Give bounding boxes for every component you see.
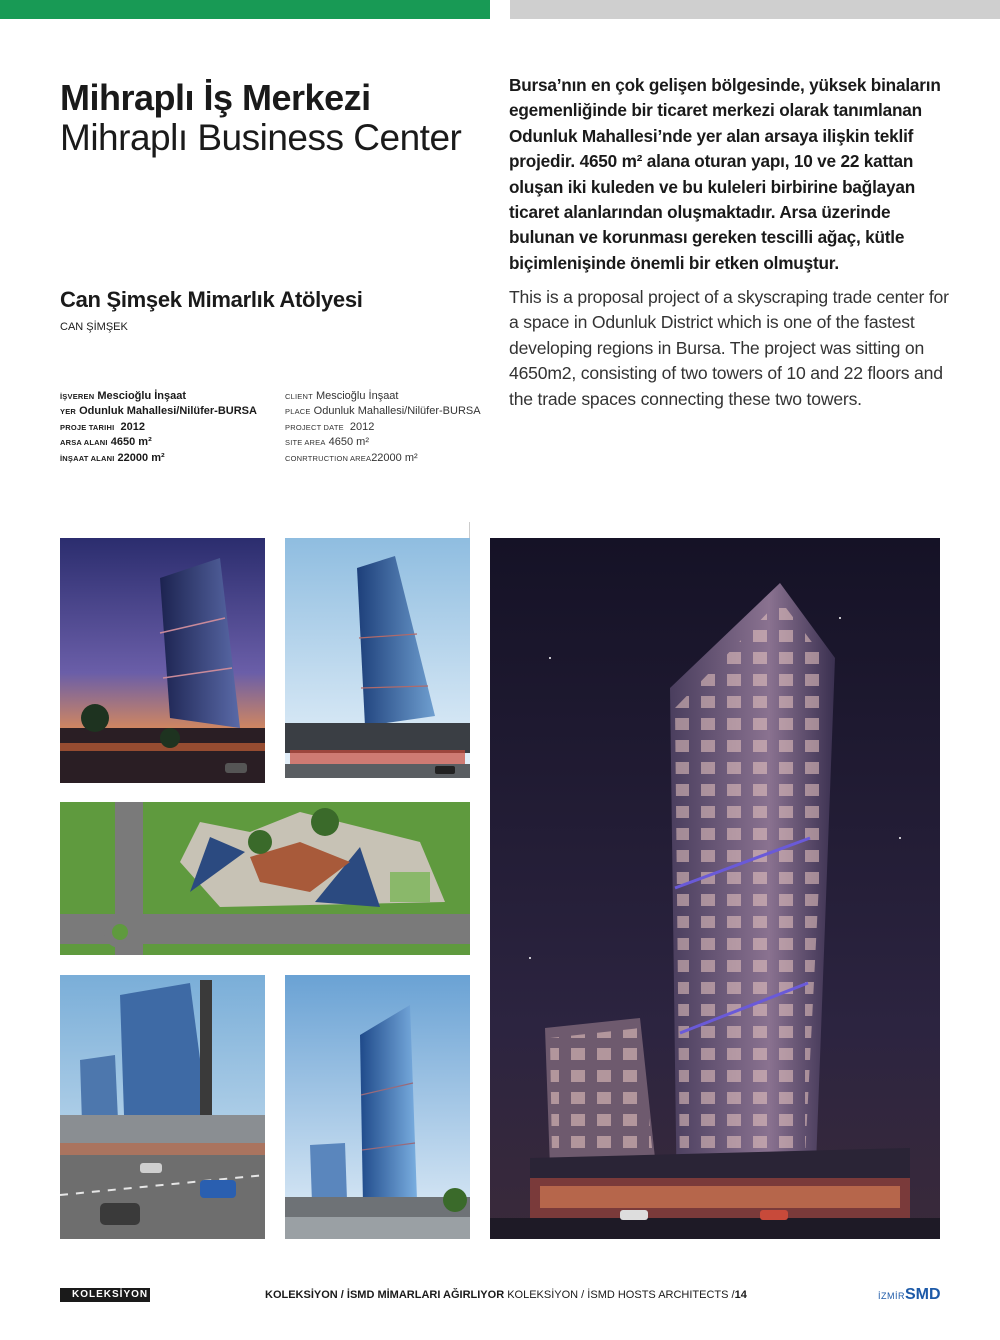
fact-value: 4650 m²	[328, 436, 369, 449]
koleksiyon-logo: KOLEKSİYON	[60, 1288, 150, 1302]
project-title-en: Mihraplı Business Center	[60, 117, 462, 158]
footer-caption-regular: KOLEKSİYON / İSMD HOSTS ARCHITECTS /	[504, 1289, 735, 1301]
fact-row	[285, 451, 481, 466]
fact-row	[285, 420, 481, 435]
brand-small-text: İZMİR	[878, 1291, 905, 1301]
architecture-office-name: Can Şimşek Mimarlık Atölyesi	[60, 287, 363, 312]
fact-label: CONRTRUCTION AREA	[285, 453, 372, 463]
rendering-dusk-tower-image	[60, 538, 265, 783]
rendering-aerial-complex-image	[60, 975, 265, 1239]
fact-row	[60, 404, 257, 419]
project-title-tr: Mihraplı İş Merkezi	[60, 77, 371, 118]
fact-value: Odunluk Mahallesi/Nilüfer-BURSA	[79, 405, 257, 418]
fact-value: 2012	[349, 420, 375, 433]
fact-row	[285, 435, 481, 450]
fact-label: ARSA ALANI	[60, 438, 108, 448]
fact-row	[285, 404, 481, 419]
fact-value: Mescioğlu İnşaat	[315, 390, 399, 402]
fact-value: 4650 m²	[110, 436, 152, 449]
project-facts-tr	[60, 389, 257, 466]
fact-label: İŞVEREN	[60, 392, 95, 401]
fact-label: YER	[60, 407, 77, 417]
header-accent-bar-grey	[510, 0, 1000, 19]
fact-label: SITE AREA	[285, 438, 326, 448]
rendering-night-main-image	[490, 538, 940, 1239]
site-plan-image	[60, 802, 470, 955]
fact-label: İNŞAAT ALANI	[60, 453, 115, 463]
project-facts-en	[285, 389, 481, 466]
rendering-tower-perspective-image	[285, 975, 470, 1239]
izmir-smd-logo	[878, 1286, 941, 1304]
description-tr: Bursa’nın en çok gelişen bölgesinde, yüksek binaların egemenliğinde bir ticaret merkezi olarak tanımlanan Odunluk Mahallesi’nde yer alan arsaya ilişkin teklif projedir. 4650 m² alana oturan yapı, 10 ve 22 kattan oluşan iki kuleden ve bu kuleleri birbirine bağlayan ticaret alanlarından oluşmaktadır. Arsa üzerinde bulunan ve korunması gereken tescilli ağaç, kütle biçimlenişinde önemli bir etken olmuştur.	[509, 75, 941, 273]
fact-row	[285, 389, 481, 404]
page-number: 14	[734, 1289, 747, 1301]
fact-value: 22000 m²	[371, 451, 418, 464]
fact-label: PROJE TARIHI	[60, 422, 115, 432]
fact-label: PROJECT DATE	[285, 422, 344, 432]
description-en: This is a proposal project of a skyscraping trade center for a space in Odunluk District which is one of the fastest developing regions in Bursa. The project was sitting on 4650m2, consisting of two towers of 10 and 22 floors and the trade spaces connecting these two towers.	[509, 287, 949, 409]
fact-row	[60, 389, 257, 404]
fact-label: PLACE	[285, 407, 311, 417]
fact-row	[60, 451, 257, 466]
architect-name: CAN ŞİMŞEK	[60, 321, 128, 333]
header-accent-bar-green	[0, 0, 490, 19]
fact-value: Mescioğlu İnşaat	[97, 390, 187, 402]
fact-label: CLIENT	[285, 392, 313, 401]
footer-caption	[265, 1288, 747, 1302]
fact-value: 22000 m²	[117, 451, 165, 464]
brand-big-text: SMD	[905, 1286, 941, 1303]
fact-row	[60, 420, 257, 435]
footer-caption-bold: KOLEKSİYON / İSMD MİMARLARI AĞIRLIYOR	[265, 1289, 505, 1301]
fact-row	[60, 435, 257, 450]
fact-value: Odunluk Mahallesi/Nilüfer-BURSA	[313, 405, 481, 418]
rendering-daylight-tower-image	[285, 538, 470, 778]
fact-value: 2012	[120, 420, 145, 433]
